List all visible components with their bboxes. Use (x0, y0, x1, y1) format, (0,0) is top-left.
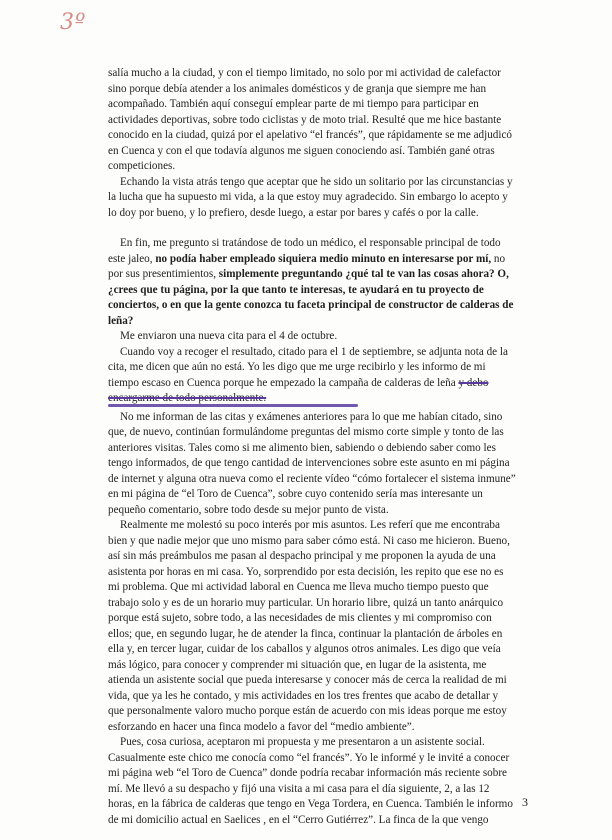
pen-scribble (108, 404, 358, 407)
paragraph-6: No me informan de las citas y exámenes anteriores para lo que me habían citado, sino que, de nuevo, continúan formulándome preguntas del mismo corte simple y tonto de las anteriores visitas. Tales como si me alimento bien, sabiendo o debiendo saber como les tengo informados, de que tengo cantidad de intervenciones sobre este asunto en mi página de internet y alguna otra nueva como el reciente vídeo “cómo fortalecer el sistema inmune” en mi página de “el Toro de Cuenca”, sobre cuyo contenido sería mas interesante un pequeño comentario, sobre todo desde su mejor punto de vista. (108, 410, 516, 516)
paragraph-7: Realmente me molestó su poco interés por mis asuntos. Les referí que me encontraba bien y que nadie mejor que uno mismo para saber cómo está. Ni caso me hicieron. Bueno, así sin más preámbulos me pasan al despacho principal y me proponen la ayuda de una asistenta por horas en mi casa. Yo, sorprendido por esta decisión, les repito que ese no es mi problema. Que mi actividad laboral en Cuenca me lleva mucho tiempo puesto que trabajo solo y es de un horario muy particular. Un horario libre, quizá un tanto anárquico porque está sujeto, sobre todo, a las necesidades de mis clientes y mi compromiso con ellos; que, en segundo lugar, he de atender la finca, continuar la plantación de árboles en ella y, en tercer lugar, cuidar de los caballos y algunos otros animales. Les digo que veía más lógico, para conocer y comprender mi situación que, en lugar de la asistenta, me atienda un asistente social que pueda interesarse y conocer más de cerca la realidad de mi vida, que ya les he contado, y mis actividades en los tres frentes que acabo de detallar y que personalmente valoro mucho porque están de acuerdo con mis ideas porque me estoy esforzando en hacer una finca modelo a favor del “medio ambiente”. (108, 519, 510, 733)
paragraph-3-intro: En fin, me pregunto si tratándose de todo un médico, el responsable principal de todo este jaleo, (108, 237, 501, 265)
paragraph-3-middle: no por sus presentimientos, (108, 252, 506, 280)
paragraph-3-bold-2: simplemente preguntando ¿qué tal te van las cosas ahora? O, ¿crees que tu página, por la que tanto te interesas, te ayudará en tu proyecto de conciertos, o en que la gente conozca tu faceta principal de constructor de calderas de leña? (108, 268, 514, 327)
page-number: 3 (522, 795, 528, 809)
paragraph-5-text: Cuando voy a recoger el resultado, citado para el 1 de septiembre, se adjunta nota de la cita, me dicen que aún no está. Yo les digo que me urge recibirlo y les informo de mi tiempo escaso en Cuenca porque he empezado la campaña de calderas de leña (108, 345, 508, 389)
body-text (108, 66, 516, 828)
paragraph-3 (108, 236, 516, 329)
paragraph-1: salía mucho a la ciudad, y con el tiempo limitado, no solo por mi actividad de calefactor sino porque debía atender a los animales domésticos y de granja que siempre me han acompañado. También aquí conseguí emplear parte de mi tiempo para participar en actividades deportivas, sobre todo ciclistas y de moto trial. Resulté que me hice bastante conocido en la ciudad, quizá por el apelativo “el francés”, que rápidamente se me adjudicó en Cuenca y con el que todavía algunos me siguen conociendo así. También gané otras competiciones. (108, 67, 512, 172)
paragraph-3-bold-1: no podía haber empleado siquiera medio minuto en interesarse por mí, (155, 252, 492, 265)
struck-out-text: y debo encargarme de todo personalmente. (108, 376, 489, 404)
paragraph-4: Me enviaron una nueva cita para el 4 de octubre. (120, 330, 338, 342)
handwritten-page-mark: 3º (60, 10, 87, 35)
paragraph-8: Pues, cosa curiosa, aceptaron mi propuesta y me presentaron a un asistente social. Casualmente este chico me conocía como “el francés”. Yo le informé y le invité a conocer mi página web “el Toro de Cuenca” donde podría recabar información más reciente sobre mí. Me llevó a su despacho y fijó una visita a mi casa para el día siguiente, 2, a las 12 horas, en la fábrica de calderas que tengo en Vega Tordera, en Cuenca. También le informo de mi domicilio actual en Saelices , en el “Cerro Gutiérrez”. La finca de la que vengo (108, 736, 513, 826)
paragraph-2: Echando la vista atrás tengo que aceptar que he sido un solitario por las circunstancias y la lucha que ha supuesto mi vida, a la que estoy muy agradecido. Sin embargo lo acepto y lo doy por bueno, y lo prefiero, desde luego, a estar por bares y cafés o por la calle. (108, 175, 513, 219)
paragraph-5 (108, 345, 516, 407)
